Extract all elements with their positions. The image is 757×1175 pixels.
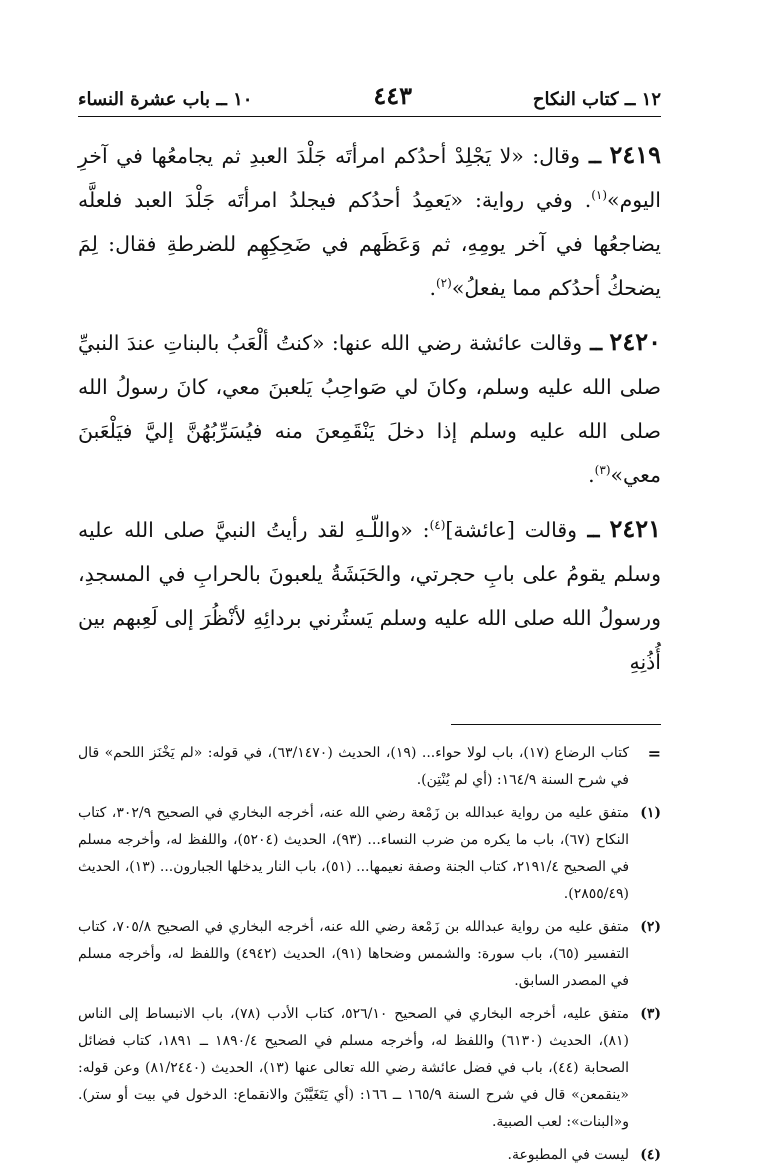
- running-header: [78, 81, 661, 110]
- hadith-2419: [78, 133, 661, 310]
- page-number: ٤٤٣: [373, 81, 413, 110]
- footnote-mark: (١): [640, 805, 661, 821]
- hadith-2420: [78, 320, 661, 497]
- footnotes: [78, 740, 661, 1169]
- footnote-mark: =: [647, 744, 661, 763]
- footnote-separator-area: [78, 694, 661, 740]
- footnote-continuation: [78, 740, 661, 794]
- book-page: [78, 81, 661, 1175]
- footnote-2: [78, 914, 661, 995]
- hadith-number: ٢٤٢١: [609, 514, 661, 543]
- hadith-number: ٢٤٢٠: [609, 327, 661, 356]
- hadith-end: .: [588, 463, 595, 487]
- footnote-text: ليست في المطبوعة.: [507, 1147, 629, 1163]
- footnote-text: متفق عليه من رواية عبدالله بن زَمْعة رضي الله عنه، أخرجه البخاري في الصحيح ٧٠٥/٨، كتاب التفسير (٦٥)، باب سورة: والشمس وضحاها (٩١)، الحديث (٤٩٤٢) واللفظ له، وأخرجه مسلم في المصدر السابق.: [78, 919, 630, 989]
- footnote-ref: (٣): [594, 463, 611, 478]
- hadith-dash: ــ: [577, 518, 600, 542]
- header-rule: [78, 116, 661, 117]
- footnote-rule: [451, 724, 661, 725]
- hadith-text: وقالت عائشة رضي الله عنها: «كنتُ ألْعَبُ بالبناتِ عندَ النبيِّ صلى الله عليه وسلم، وكانَ لي صَواحِبُ يَلعبنَ معي، كانَ رسولُ الله صلى الله عليه وسلم إذا دخلَ يَنْقَمِعنَ منه فيُسَرِّبُهُنَّ إليَّ فيَلْعَبنَ معي»: [78, 331, 661, 487]
- footnote-3: [78, 1001, 661, 1136]
- hadith-dash: ــ: [580, 144, 602, 168]
- footnote-ref: (٢): [435, 276, 452, 291]
- footnote-text: متفق عليه، أخرجه البخاري في الصحيح ٥٢٦/١٠، كتاب الأدب (٧٨)، باب الانبساط إلى الناس (٨١)، الحديث (٦١٣٠) واللفظ له، وأخرجه مسلم في الصحيح ١٨٩٠/٤ ــ ١٨٩١، كتاب فضائل الصحابة (٤٤)، باب في فضل عائشة رضي الله تعالى عنها (١٣)، الحديث (٨١/٢٤٤٠) وعن قوله: «ينقمعن» قال في شرح السنة ١٦٥/٩ ــ ١٦٦: (أي يَتَغَيَّبْنَ والانقماع: الدخول في بيت أو ستر). و«البنات»: لعب الصبية.: [78, 1006, 630, 1130]
- footnote-ref: (٤): [429, 518, 446, 533]
- hadith-number: ٢٤١٩: [609, 140, 661, 169]
- footnote-ref: (١): [591, 188, 608, 203]
- footnote-mark: (٤): [640, 1147, 661, 1163]
- hadith-text-cont: : «واللّـهِ لقد رأيتُ النبيَّ صلى الله عليه وسلم يقومُ على بابِ حجرتي، والحَبَشَةُ يلعبونَ بالحرابِ في المسجدِ، ورسولُ الله صلى الله عليه وسلم يَستُرني بردائِهِ لأنْظُرَ إلى لَعِبهم بين أُذُنِهِ: [78, 518, 661, 674]
- header-chapter-title: ١٠ ــ باب عشرة النساء: [78, 89, 253, 110]
- hadith-text: وقالت [عائشة]: [445, 518, 578, 542]
- footnote-mark: (٢): [640, 919, 661, 935]
- hadith-text: وقال: «لا يَجْلِدْ أحدُكم امرأتَه جَلْدَ العبدِ ثم يجامعُها في آخرِ اليوم»: [78, 144, 661, 212]
- footnote-mark: (٣): [640, 1006, 661, 1022]
- footnote-1: [78, 800, 661, 908]
- footnote-text: متفق عليه من رواية عبدالله بن زَمْعة رضي الله عنه، أخرجه البخاري في الصحيح ٣٠٢/٩، كتاب النكاح (٦٧)، باب ما يكره من ضرب النساء... (٩٣)، الحديث (٥٢٠٤)، واللفظ له، وأخرجه مسلم في الصحيح ٢١٩١/٤، كتاب الجنة وصفة نعيمها... (٥١)، باب النار يدخلها الجبارون... (١٣)، الحديث (٢٨٥٥/٤٩).: [78, 805, 630, 902]
- hadith-dash: ــ: [582, 331, 603, 355]
- header-book-title: ١٢ ــ كتاب النكاح: [532, 89, 661, 110]
- footnote-4: [78, 1142, 661, 1169]
- footnote-text: كتاب الرضاع (١٧)، باب لولا حواء... (١٩)، الحديث (٦٣/١٤٧٠)، في قوله: «لم يَخْنَز اللحم» قال في شرح السنة ١٦٤/٩: (أي لم يُنْتِن).: [78, 745, 629, 788]
- hadith-end: .: [429, 276, 436, 300]
- hadith-text-cont: . وفي رواية: «يَعمِدُ أحدُكم فيجلدُ امرأتَه جَلْدَ العبد فلعلَّه يضاجعُها في آخر يومِهِ، ثم وَعَظَهم في ضَحِكِهِم للضرطةِ فقال: لِمَ يضحكُ أحدُكم مما يفعلُ»: [78, 188, 661, 300]
- hadith-2421: [78, 507, 661, 684]
